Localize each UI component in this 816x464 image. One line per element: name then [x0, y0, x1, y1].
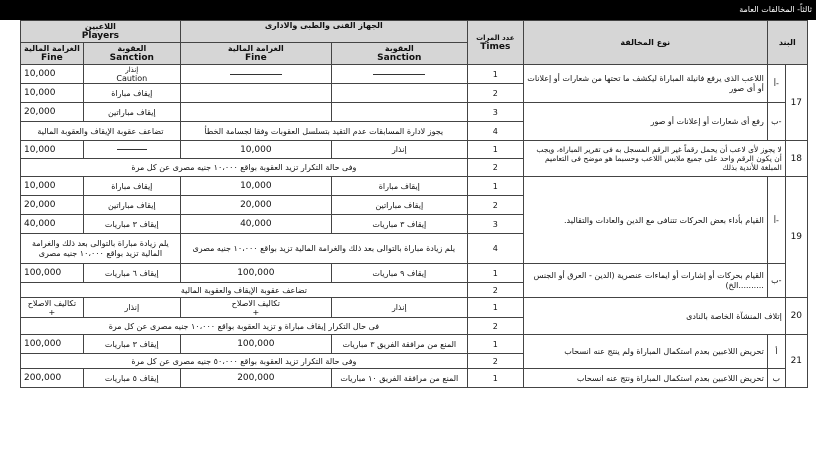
staff-note: يجوز لادارة المسابقات عدم التقيد بتسلسل العقوبات وفقا لجسامة الخطأ — [180, 122, 467, 141]
fine-cell: 200,000 — [21, 369, 84, 388]
players-fine-header: الغرامة المالية Fine — [21, 43, 84, 65]
fine-cell: تكاليف الاصلاح + — [21, 298, 84, 318]
staff-sanction-cell: إيقاف مباراتين — [331, 196, 467, 215]
staff-fine-header: الغرامة المالية Fine — [180, 43, 331, 65]
repeat-note: تضاعف عقوبة الإيقاف والعقوبة المالية — [21, 283, 468, 298]
fine-cell: 40,000 — [21, 215, 84, 234]
times-cell: 1 — [467, 335, 523, 354]
staff-fine-cell: 100,000 — [180, 264, 331, 283]
section-title: ثالثاً- المخالفات العامة — [0, 0, 816, 20]
staff-sanction-cell — [331, 65, 467, 84]
staff-sanction-cell — [331, 103, 467, 122]
times-cell: 2 — [467, 84, 523, 103]
item-number: 19 — [785, 177, 807, 298]
times-cell: 2 — [467, 354, 523, 369]
times-cell: 1 — [467, 264, 523, 283]
staff-sanction-cell: إنذار — [331, 141, 467, 159]
table-row — [21, 103, 808, 122]
item-header: البند — [767, 21, 807, 65]
table-row — [21, 65, 808, 84]
players-header: اللاعبين Players — [21, 21, 181, 43]
players-note: تضاعف عقوبة الإيقاف والعقوبة المالية — [21, 122, 181, 141]
staff-sanction-cell: إيقاف مباراة — [331, 177, 467, 196]
staff-sanction-cell: إيقاف ٣ مباريات — [331, 215, 467, 234]
violation-desc: القيام بأداء بعض الحركات تتنافى مع الدين والعادات والتقاليد. — [523, 177, 767, 264]
violation-desc: تحريض اللاعبين بعدم استكمال المباراة ونتج عنه انسحاب — [523, 369, 767, 388]
sanction-cell: إنذار Caution — [83, 65, 180, 84]
sanction-cell: إيقاف مباراتين — [83, 196, 180, 215]
fine-cell: 20,000 — [21, 103, 84, 122]
violation-desc: إتلاف المنشآة الخاصة بالنادى — [523, 298, 785, 335]
staff-fine-cell — [180, 84, 331, 103]
players-sanction-header: العقوبة Sanction — [83, 43, 180, 65]
times-cell: 2 — [467, 159, 523, 177]
staff-note: يلم زيادة مباراة بالتوالى بعد ذلك والغرامة المالية تزيد بواقع ١٠،٠٠٠ جنيه مصرى — [180, 234, 467, 264]
times-cell: 1 — [467, 177, 523, 196]
fine-cell: 20,000 — [21, 196, 84, 215]
table-row — [21, 369, 808, 388]
times-cell: 2 — [467, 283, 523, 298]
staff-fine-cell: 10,000 — [180, 177, 331, 196]
sub-item-letter: ب — [767, 369, 785, 388]
table-row — [21, 335, 808, 354]
table-row — [21, 141, 808, 159]
fine-cell: 10,000 — [21, 177, 84, 196]
staff-header: الجهاز الفنى والطبى والادارى — [180, 21, 467, 43]
violation-desc: القيام بحركات أو إشارات أو ايماءات عنصرية (الدين - العرق أو الجنس ..........الخ) — [523, 264, 767, 298]
staff-fine-cell: 10,000 — [180, 141, 331, 159]
sanction-cell: إيقاف ٦ مباريات — [83, 264, 180, 283]
table-row — [21, 177, 808, 196]
times-cell: 1 — [467, 141, 523, 159]
sanction-cell: إيقاف ٣ مباريات — [83, 335, 180, 354]
staff-fine-cell — [180, 65, 331, 84]
times-cell: 1 — [467, 298, 523, 318]
staff-sanction-cell: المنع من مرافقة الفريق ٣ مباريات — [331, 335, 467, 354]
repeat-note: وفى حالة التكرار تزيد العقوبة بواقع ٥٠،٠٠٠ جنيه مصرى عن كل مرة — [21, 354, 468, 369]
violation-desc: رفع أى شعارات أو إعلانات أو صور — [523, 103, 767, 141]
times-cell: 1 — [467, 369, 523, 388]
times-cell: 3 — [467, 215, 523, 234]
staff-fine-cell: 100,000 — [180, 335, 331, 354]
staff-fine-cell: 20,000 — [180, 196, 331, 215]
sanction-cell: إيقاف ٣ مباريات — [83, 215, 180, 234]
item-number: 18 — [785, 141, 807, 177]
times-cell: 4 — [467, 234, 523, 264]
sub-item-letter: أ- — [767, 65, 785, 103]
sanction-cell: إيقاف مباراتين — [83, 103, 180, 122]
staff-sanction-header: العقوبة Sanction — [331, 43, 467, 65]
violation-desc: لا يجوز لأى لاعب أن يحمل رقماً غير الرقم المسجل به فى تقرير المباراة، ويجب أن يكون الرقم واحد على جميع ملابس اللاعب وحسبما هو موضح فى التعاميم المبلغة للأندية بذلك — [523, 141, 785, 177]
fine-cell: 100,000 — [21, 264, 84, 283]
times-cell: 2 — [467, 196, 523, 215]
staff-fine-cell: 40,000 — [180, 215, 331, 234]
staff-fine-cell: 200,000 — [180, 369, 331, 388]
players-note: يلم زيادة مباراة بالتوالى بعد ذلك والغرامة المالية تزيد بواقع ١٠،٠٠٠ جنيه مصرى — [21, 234, 181, 264]
item-number: 20 — [785, 298, 807, 335]
repeat-note: فى حال التكرار إيقاف مباراة و تزيد العقوبة بواقع ١٠،٠٠٠ جنيه مصرى عن كل مرة — [21, 318, 468, 335]
item-number: 17 — [785, 65, 807, 141]
times-cell: 4 — [467, 122, 523, 141]
item-number: 21 — [785, 335, 807, 388]
staff-sanction-cell — [331, 84, 467, 103]
sub-item-letter: ب- — [767, 264, 785, 298]
times-header: عدد المرات Times — [467, 21, 523, 65]
sub-item-letter: أ- — [767, 177, 785, 264]
staff-sanction-cell: إيقاف ٩ مباريات — [331, 264, 467, 283]
times-cell: 2 — [467, 318, 523, 335]
staff-sanction-cell: المنع من مرافقة الفريق ١٠ مباريات — [331, 369, 467, 388]
sanction-cell: إيقاف ٥ مباريات — [83, 369, 180, 388]
sanction-cell: إيقاف مباراة — [83, 84, 180, 103]
fine-cell: 100,000 — [21, 335, 84, 354]
staff-sanction-cell: إنذار — [331, 298, 467, 318]
violation-desc: اللاعب الذى يرفع فانيلة المباراة ليكشف ما تحتها من شعارات أو إعلانات أو أى صور — [523, 65, 767, 103]
fine-cell: 10,000 — [21, 84, 84, 103]
sanction-cell: إيقاف مباراة — [83, 177, 180, 196]
violations-table — [20, 20, 808, 388]
times-cell: 1 — [467, 65, 523, 84]
times-cell: 3 — [467, 103, 523, 122]
sub-item-letter: ب- — [767, 103, 785, 141]
sanction-cell: إنذار — [83, 298, 180, 318]
staff-fine-cell: تكاليف الاصلاح + — [180, 298, 331, 318]
table-row — [21, 264, 808, 283]
table-row — [21, 298, 808, 318]
fine-cell: 10,000 — [21, 141, 84, 159]
violation-desc: تحريض اللاعبين بعدم استكمال المباراة ولم ينتج عنه انسحاب — [523, 335, 767, 369]
repeat-note: وفى حالة التكرار تزيد العقوبة بواقع ١٠،٠٠٠ جنيه مصرى عن كل مرة — [21, 159, 468, 177]
sanction-cell — [83, 141, 180, 159]
violation-type-header: نوع المخالفة — [523, 21, 767, 65]
sub-item-letter: أ — [767, 335, 785, 369]
fine-cell: 10,000 — [21, 65, 84, 84]
staff-fine-cell — [180, 103, 331, 122]
